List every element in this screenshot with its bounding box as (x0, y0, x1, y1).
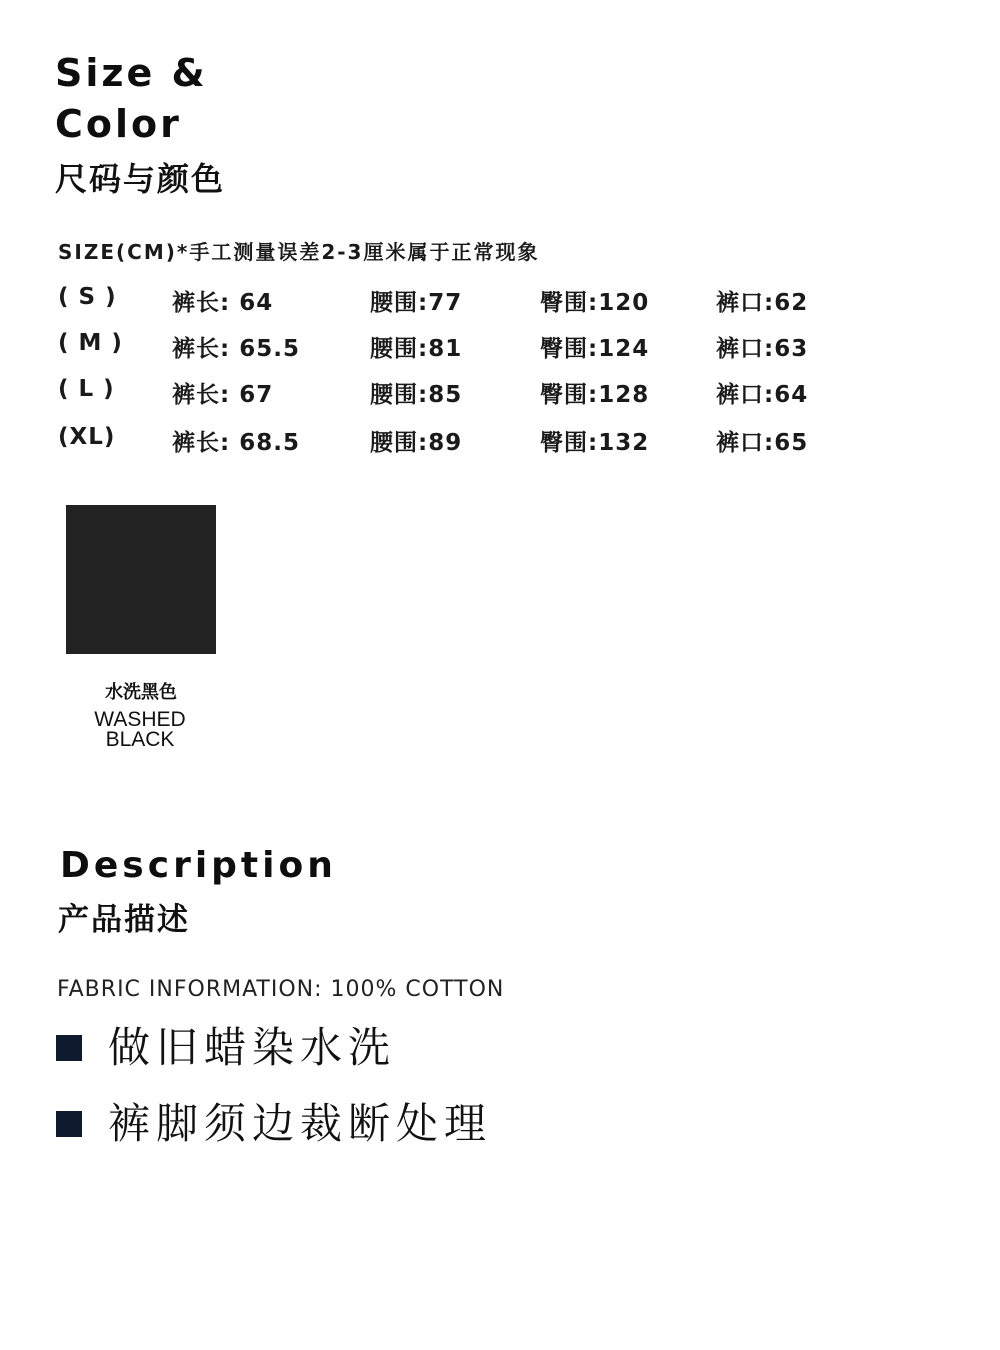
leg-opening: 裤口:64 (716, 382, 809, 408)
color-swatch-washed-black (66, 505, 216, 654)
swatch-name-cn: 水洗黑色 (105, 682, 177, 703)
leg-opening: 裤口:65 (716, 430, 809, 456)
pants-length: 裤长: 67 (172, 382, 274, 408)
hip: 臀围:132 (540, 430, 650, 456)
square-bullet-icon (56, 1111, 82, 1137)
pants-length: 裤长: 65.5 (172, 336, 300, 362)
description-title: Description (60, 845, 337, 886)
hip: 臀围:128 (540, 382, 650, 408)
size-label: ( S ) (58, 284, 117, 310)
waist: 腰围:85 (370, 382, 463, 408)
size-measurement-note: SIZE(CM)*手工测量误差2-3厘米属于正常现象 (58, 240, 540, 264)
size-color-title-cn: 尺码与颜色 (55, 160, 226, 198)
pants-length: 裤长: 68.5 (172, 430, 300, 456)
size-label: ( M ) (58, 330, 123, 356)
swatch-name-en-line1: WASHED (94, 708, 186, 731)
hip: 臀围:120 (540, 290, 650, 316)
waist: 腰围:89 (370, 430, 463, 456)
hip: 臀围:124 (540, 336, 650, 362)
description-title-cn: 产品描述 (58, 902, 190, 938)
fabric-information: FABRIC INFORMATION: 100% COTTON (57, 977, 505, 1002)
waist: 腰围:77 (370, 290, 463, 316)
leg-opening: 裤口:62 (716, 290, 809, 316)
size-label: ( L ) (58, 376, 115, 402)
size-color-title-line2: Color (55, 102, 182, 146)
square-bullet-icon (56, 1035, 82, 1061)
feature-text: 做旧蜡染水洗 (108, 1023, 397, 1072)
size-label: (XL) (58, 424, 116, 450)
waist: 腰围:81 (370, 336, 463, 362)
pants-length: 裤长: 64 (172, 290, 274, 316)
leg-opening: 裤口:63 (716, 336, 809, 362)
swatch-name-en-line2: BLACK (105, 728, 175, 751)
size-color-title-line1: Size & (55, 51, 208, 95)
feature-text: 裤脚须边裁断处理 (108, 1099, 493, 1148)
